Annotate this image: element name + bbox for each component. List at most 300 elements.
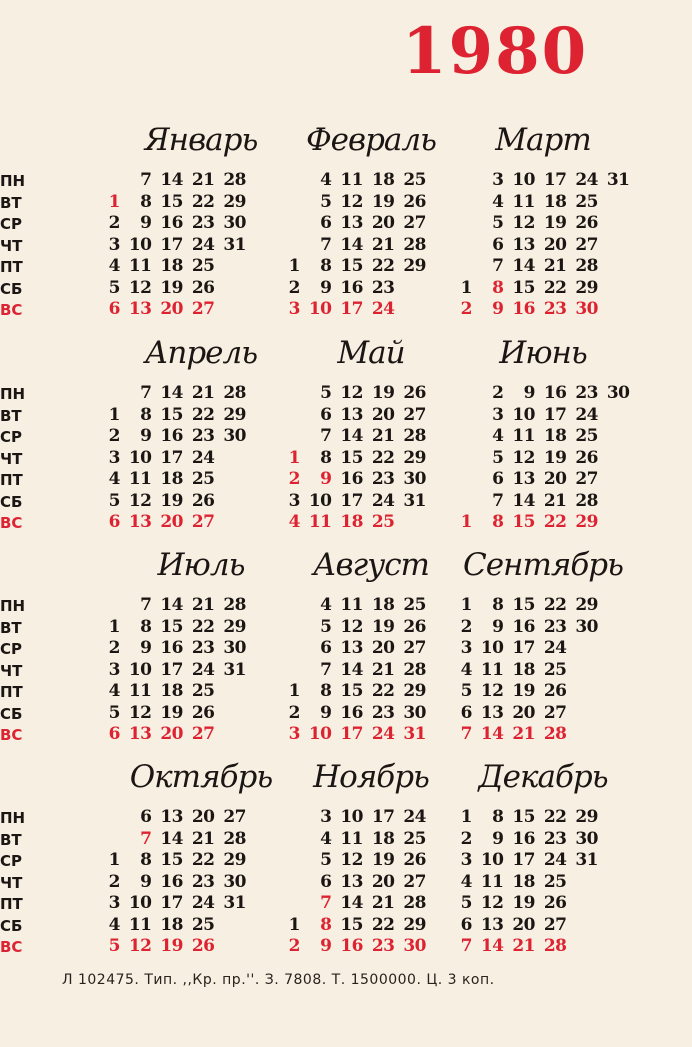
day-cell: 18 (371, 170, 395, 190)
day-cell: 4 (108, 469, 120, 489)
day-cell: 31 (223, 893, 246, 913)
day-cell: 5 (492, 213, 504, 233)
day-cell: 1 (108, 191, 120, 212)
day-cell: 17 (371, 807, 395, 827)
day-cell: 20 (371, 404, 395, 425)
day-cell: 17 (340, 724, 363, 744)
weekday-label: ПН (0, 597, 26, 615)
day-cell: 19 (512, 681, 535, 701)
day-cell: 2 (460, 616, 472, 637)
day-cell: 16 (543, 383, 567, 403)
day-cell: 4 (492, 191, 504, 212)
day-cell: 3 (108, 893, 120, 913)
day-cell: 2 (108, 213, 120, 233)
weekday-label: ЧТ (0, 236, 23, 255)
day-cell: 7 (140, 383, 152, 403)
day-cell: 28 (543, 724, 567, 744)
day-cell: 10 (128, 234, 152, 255)
day-cell: 2 (288, 936, 300, 956)
day-cell: 22 (371, 681, 395, 701)
day-cell: 20 (371, 213, 395, 233)
day-cell: 10 (128, 659, 152, 680)
day-cell: 9 (140, 426, 152, 446)
day-cell: 3 (492, 170, 504, 190)
day-cell: 21 (371, 234, 395, 255)
day-cell: 5 (492, 447, 504, 468)
day-cell: 23 (575, 383, 598, 403)
day-cell: 3 (460, 638, 472, 658)
day-cell: 19 (160, 277, 183, 298)
day-cell: 6 (492, 469, 504, 489)
day-cell: 11 (308, 512, 332, 532)
day-cell: 20 (512, 702, 535, 723)
day-cell: 26 (575, 213, 598, 233)
day-cell: 26 (543, 681, 567, 701)
day-cell: 21 (543, 490, 567, 511)
day-cell: 18 (160, 914, 183, 935)
day-cell: 30 (606, 383, 630, 403)
day-cell: 24 (371, 490, 395, 511)
day-cell: 4 (460, 871, 472, 892)
weekday-label: ПТ (0, 683, 23, 701)
day-cell: 26 (191, 277, 215, 298)
day-cell: 29 (575, 807, 598, 827)
month-name: Февраль (305, 122, 437, 158)
weekday-label: ПТ (0, 895, 23, 913)
day-cell: 12 (128, 490, 152, 511)
weekday-label: ПТ (0, 471, 23, 489)
day-cell: 26 (575, 447, 598, 468)
day-cell: 25 (575, 426, 598, 446)
day-cell: 15 (160, 191, 183, 212)
day-cell: 22 (371, 256, 395, 276)
day-cell: 3 (288, 724, 300, 744)
day-cell: 10 (512, 170, 535, 190)
day-cell: 14 (512, 490, 535, 511)
day-cell: 28 (543, 936, 567, 956)
day-cell: 22 (191, 616, 215, 637)
day-cell: 16 (160, 426, 183, 446)
day-cell: 11 (128, 914, 152, 935)
day-cell: 12 (480, 681, 504, 701)
day-cell: 13 (340, 404, 363, 425)
day-cell: 25 (403, 170, 426, 190)
day-cell: 7 (140, 170, 152, 190)
day-cell: 22 (191, 404, 215, 425)
day-cell: 8 (320, 681, 332, 701)
day-cell: 20 (160, 724, 183, 744)
day-cell: 9 (140, 871, 152, 892)
day-cell: 27 (543, 702, 567, 723)
day-cell: 27 (223, 807, 246, 827)
day-cell: 24 (403, 807, 426, 827)
day-cell: 15 (160, 850, 183, 870)
day-cell: 17 (160, 447, 183, 468)
day-cell: 23 (191, 871, 215, 892)
day-cell: 15 (340, 256, 363, 276)
day-cell: 17 (160, 893, 183, 913)
weekday-label: СБ (0, 492, 23, 511)
day-cell: 14 (160, 828, 183, 849)
day-cell: 11 (128, 256, 152, 276)
day-cell: 26 (403, 616, 426, 637)
day-cell: 5 (460, 681, 472, 701)
day-cell: 16 (160, 213, 183, 233)
day-cell: 31 (403, 490, 426, 511)
day-cell: 9 (140, 638, 152, 658)
day-cell: 24 (371, 724, 395, 744)
day-cell: 22 (371, 914, 395, 935)
day-cell: 28 (403, 893, 426, 913)
day-cell: 6 (460, 702, 472, 723)
day-cell: 15 (340, 681, 363, 701)
day-cell: 6 (140, 807, 152, 827)
weekday-label: ПН (0, 809, 26, 827)
day-cell: 26 (403, 383, 426, 403)
day-cell: 4 (460, 659, 472, 680)
day-cell: 9 (320, 277, 332, 298)
day-cell: 30 (403, 936, 426, 956)
day-cell: 21 (512, 936, 535, 956)
day-cell: 28 (575, 256, 598, 276)
weekday-label: ЧТ (0, 661, 23, 680)
day-cell: 8 (492, 807, 504, 827)
day-cell: 8 (492, 595, 504, 615)
day-cell: 21 (191, 170, 215, 190)
day-cell: 10 (512, 404, 535, 425)
weekday-label: ПН (0, 385, 26, 403)
day-cell: 15 (160, 404, 183, 425)
day-cell: 20 (512, 914, 535, 935)
day-cell: 30 (575, 616, 598, 637)
day-cell: 19 (160, 936, 183, 956)
day-cell: 16 (160, 871, 183, 892)
day-cell: 8 (320, 256, 332, 276)
day-cell: 22 (543, 595, 567, 615)
day-cell: 12 (340, 850, 363, 870)
day-cell: 12 (480, 893, 504, 913)
day-cell: 8 (320, 447, 332, 468)
day-cell: 29 (223, 850, 246, 870)
day-cell: 23 (543, 616, 567, 637)
day-cell: 6 (320, 871, 332, 892)
day-cell: 25 (191, 681, 215, 701)
day-cell: 27 (191, 512, 215, 532)
day-cell: 13 (160, 807, 183, 827)
day-cell: 1 (288, 256, 300, 276)
day-cell: 30 (223, 638, 246, 658)
day-cell: 11 (480, 659, 504, 680)
day-cell: 5 (320, 191, 332, 212)
day-cell: 17 (160, 659, 183, 680)
day-cell: 29 (223, 616, 246, 637)
day-cell: 27 (403, 213, 426, 233)
day-cell: 4 (288, 512, 300, 532)
day-cell: 4 (320, 828, 332, 849)
day-cell: 24 (191, 447, 215, 468)
day-cell: 20 (160, 299, 183, 319)
weekday-label: ВС (0, 514, 23, 532)
day-cell: 7 (460, 936, 472, 956)
day-cell: 23 (371, 277, 395, 298)
day-cell: 8 (492, 512, 504, 532)
day-cell: 4 (320, 595, 332, 615)
day-cell: 7 (140, 828, 152, 849)
day-cell: 21 (191, 595, 215, 615)
day-cell: 11 (340, 595, 363, 615)
day-cell: 1 (288, 447, 300, 468)
month-name: Июль (157, 547, 245, 583)
day-cell: 29 (403, 256, 426, 276)
day-cell: 24 (543, 638, 567, 658)
weekday-label: СБ (0, 916, 23, 935)
month-name: Май (337, 335, 405, 371)
day-cell: 15 (340, 447, 363, 468)
day-cell: 6 (320, 638, 332, 658)
day-cell: 5 (320, 850, 332, 870)
day-cell: 14 (160, 595, 183, 615)
day-cell: 14 (480, 936, 504, 956)
day-cell: 21 (191, 383, 215, 403)
day-cell: 16 (340, 277, 363, 298)
weekday-label: ВТ (0, 193, 22, 212)
day-cell: 25 (371, 512, 395, 532)
day-cell: 24 (575, 170, 598, 190)
day-cell: 5 (108, 277, 120, 298)
day-cell: 24 (543, 850, 567, 870)
weekday-label: ВТ (0, 406, 22, 425)
day-cell: 1 (108, 616, 120, 637)
day-cell: 27 (403, 638, 426, 658)
day-cell: 19 (371, 850, 395, 870)
day-cell: 9 (523, 383, 535, 403)
day-cell: 23 (191, 426, 215, 446)
day-cell: 15 (160, 616, 183, 637)
day-cell: 19 (543, 213, 567, 233)
weekday-label: СБ (0, 279, 23, 298)
day-cell: 3 (288, 299, 300, 319)
day-cell: 26 (543, 893, 567, 913)
day-cell: 11 (340, 828, 363, 849)
day-cell: 25 (191, 914, 215, 935)
day-cell: 28 (223, 383, 246, 403)
day-cell: 27 (191, 724, 215, 744)
day-cell: 23 (191, 213, 215, 233)
day-cell: 7 (492, 256, 504, 276)
day-cell: 16 (160, 638, 183, 658)
day-cell: 9 (320, 469, 332, 489)
day-cell: 4 (492, 426, 504, 446)
day-cell: 14 (340, 893, 363, 913)
day-cell: 18 (543, 191, 567, 212)
print-info: Л 102475. Тип. ,,Кр. пр.''. З. 7808. Т. 1500000. Ц. 3 коп. (62, 972, 495, 988)
month-name: Август (313, 547, 429, 583)
day-cell: 2 (288, 469, 300, 489)
day-cell: 2 (108, 426, 120, 446)
day-cell: 13 (340, 871, 363, 892)
day-cell: 26 (403, 850, 426, 870)
day-cell: 7 (320, 659, 332, 680)
day-cell: 30 (403, 469, 426, 489)
day-cell: 17 (340, 490, 363, 511)
day-cell: 18 (512, 659, 535, 680)
day-cell: 23 (371, 702, 395, 723)
day-cell: 29 (223, 191, 246, 212)
weekday-label: СР (0, 215, 23, 233)
weekday-label: ВС (0, 726, 23, 744)
day-cell: 28 (575, 490, 598, 511)
day-cell: 22 (191, 191, 215, 212)
day-cell: 20 (543, 234, 567, 255)
day-cell: 2 (108, 871, 120, 892)
day-cell: 3 (320, 807, 332, 827)
day-cell: 15 (512, 512, 535, 532)
day-cell: 5 (320, 383, 332, 403)
day-cell: 2 (460, 828, 472, 849)
month-name: Октябрь (129, 759, 273, 795)
day-cell: 26 (191, 490, 215, 511)
month-name: Ноябрь (313, 759, 429, 795)
day-cell: 26 (191, 936, 215, 956)
day-cell: 7 (140, 595, 152, 615)
day-cell: 12 (128, 702, 152, 723)
day-cell: 5 (460, 893, 472, 913)
day-cell: 29 (403, 914, 426, 935)
day-cell: 14 (160, 383, 183, 403)
day-cell: 7 (460, 724, 472, 744)
day-cell: 6 (320, 404, 332, 425)
day-cell: 2 (108, 638, 120, 658)
day-cell: 16 (512, 616, 535, 637)
day-cell: 21 (512, 724, 535, 744)
day-cell: 29 (403, 681, 426, 701)
day-cell: 24 (191, 659, 215, 680)
day-cell: 15 (512, 277, 535, 298)
day-cell: 9 (492, 616, 504, 637)
day-cell: 27 (575, 234, 598, 255)
day-cell: 3 (288, 490, 300, 511)
day-cell: 10 (308, 724, 332, 744)
day-cell: 3 (108, 447, 120, 468)
day-cell: 3 (492, 404, 504, 425)
weekday-label: ПН (0, 172, 26, 190)
day-cell: 30 (575, 828, 598, 849)
day-cell: 25 (543, 871, 567, 892)
day-cell: 18 (512, 871, 535, 892)
day-cell: 24 (191, 893, 215, 913)
day-cell: 16 (512, 299, 535, 319)
day-cell: 1 (108, 850, 120, 870)
day-cell: 24 (575, 404, 598, 425)
day-cell: 5 (108, 936, 120, 956)
day-cell: 1 (460, 595, 472, 615)
day-cell: 27 (403, 871, 426, 892)
day-cell: 1 (460, 512, 472, 532)
day-cell: 6 (108, 724, 120, 744)
month-name: Март (495, 122, 591, 158)
weekday-label: СР (0, 852, 23, 870)
day-cell: 8 (140, 850, 152, 870)
day-cell: 14 (340, 659, 363, 680)
day-cell: 17 (543, 170, 567, 190)
day-cell: 5 (108, 702, 120, 723)
day-cell: 8 (140, 616, 152, 637)
day-cell: 17 (160, 234, 183, 255)
day-cell: 3 (108, 659, 120, 680)
day-cell: 14 (512, 256, 535, 276)
day-cell: 25 (575, 191, 598, 212)
day-cell: 27 (403, 404, 426, 425)
day-cell: 21 (371, 893, 395, 913)
day-cell: 14 (340, 426, 363, 446)
month-name: Сентябрь (462, 547, 624, 583)
day-cell: 20 (371, 638, 395, 658)
weekday-label: ЧТ (0, 873, 23, 892)
day-cell: 19 (543, 447, 567, 468)
day-cell: 31 (575, 850, 598, 870)
day-cell: 18 (160, 469, 183, 489)
day-cell: 13 (480, 914, 504, 935)
day-cell: 6 (320, 213, 332, 233)
day-cell: 30 (223, 871, 246, 892)
day-cell: 1 (108, 404, 120, 425)
day-cell: 4 (108, 914, 120, 935)
day-cell: 22 (191, 850, 215, 870)
day-cell: 29 (575, 595, 598, 615)
day-cell: 3 (108, 234, 120, 255)
day-cell: 10 (128, 447, 152, 468)
day-cell: 17 (543, 404, 567, 425)
day-cell: 10 (308, 299, 332, 319)
day-cell: 11 (128, 681, 152, 701)
day-cell: 23 (371, 936, 395, 956)
day-cell: 20 (191, 807, 215, 827)
day-cell: 16 (340, 469, 363, 489)
day-cell: 29 (223, 404, 246, 425)
day-cell: 23 (191, 638, 215, 658)
day-cell: 4 (320, 170, 332, 190)
day-cell: 15 (340, 914, 363, 935)
day-cell: 11 (340, 170, 363, 190)
day-cell: 6 (108, 299, 120, 319)
day-cell: 13 (340, 638, 363, 658)
day-cell: 30 (223, 213, 246, 233)
day-cell: 12 (128, 936, 152, 956)
day-cell: 7 (320, 426, 332, 446)
day-cell: 28 (403, 234, 426, 255)
day-cell: 30 (223, 426, 246, 446)
day-cell: 18 (340, 512, 363, 532)
day-cell: 7 (320, 893, 332, 913)
day-cell: 9 (492, 828, 504, 849)
month-name: Декабрь (478, 759, 608, 795)
day-cell: 25 (191, 256, 215, 276)
day-cell: 1 (460, 277, 472, 298)
day-cell: 7 (320, 234, 332, 255)
day-cell: 25 (191, 469, 215, 489)
day-cell: 10 (340, 807, 363, 827)
day-cell: 16 (340, 936, 363, 956)
day-cell: 22 (543, 807, 567, 827)
day-cell: 23 (543, 299, 567, 319)
day-cell: 14 (340, 234, 363, 255)
day-cell: 15 (512, 595, 535, 615)
day-cell: 10 (308, 490, 332, 511)
day-cell: 13 (128, 724, 152, 744)
day-cell: 11 (128, 469, 152, 489)
day-cell: 27 (575, 469, 598, 489)
day-cell: 2 (288, 702, 300, 723)
